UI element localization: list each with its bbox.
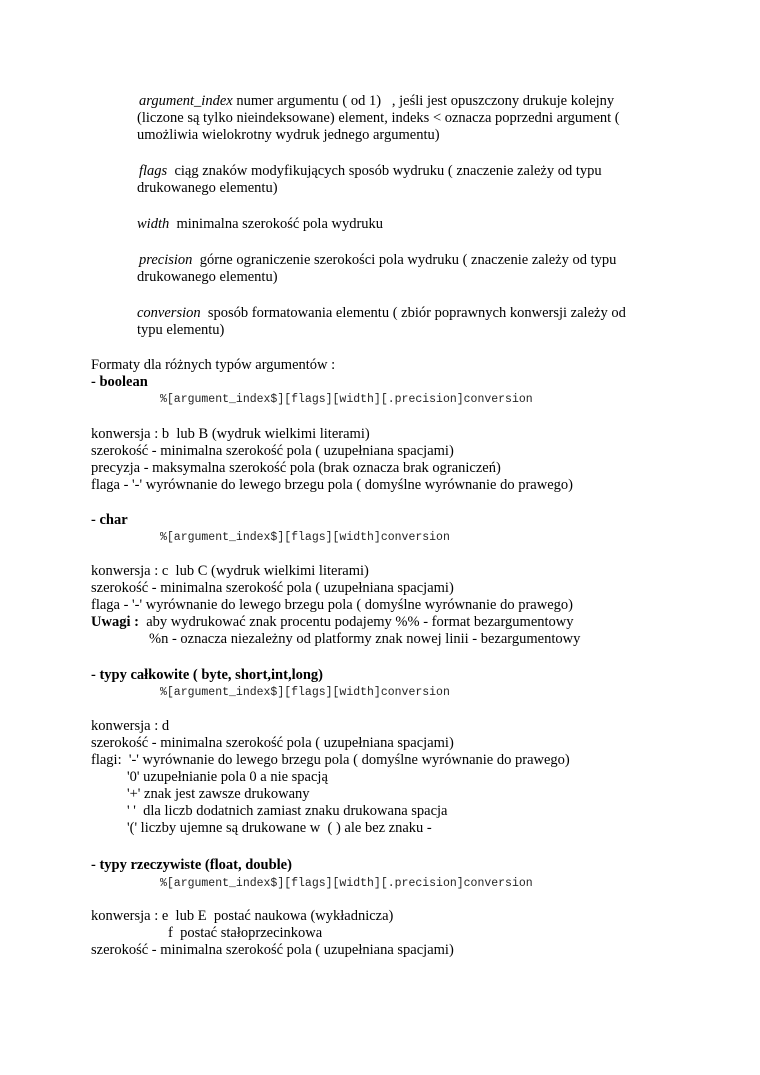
param-width-line1: width minimalna szerokość pola wydruku — [137, 216, 384, 232]
boolean-line: flaga - '-' wyrównanie do lewego brzegu pola ( domyślne wyrównanie do prawego) — [91, 477, 573, 493]
real-line: f postać stałoprzecinkowa — [168, 925, 323, 941]
integer-line: konwersja : d — [91, 718, 170, 734]
param-term: argument_index — [139, 93, 233, 109]
char-uwagi: Uwagi : aby wydrukować znak procentu podajemy %% - format bezargumentowy — [91, 614, 574, 630]
integer-flag-line: '+' znak jest zawsze drukowany — [127, 786, 310, 802]
integer-flag-line: '(' liczby ujemne są drukowane w ( ) ale bez znaku - — [127, 820, 432, 836]
param-text: umożliwia wielokrotny wydruk jednego argumentu) — [137, 127, 440, 143]
param-term: flags — [139, 163, 168, 179]
char-heading: - char — [91, 512, 128, 528]
integer-syntax: %[argument_index$][flags][width]conversion — [160, 686, 450, 699]
real-line: szerokość - minimalna szerokość pola ( uzupełniana spacjami) — [91, 942, 454, 958]
param-flags-line1: flags ciąg znaków modyfikujących sposób wydruku ( znaczenie zależy od typu — [139, 163, 602, 179]
param-argument-index-line1: argument_index numer argumentu ( od 1) , jeśli jest opuszczony drukuje kolejny — [139, 93, 615, 109]
integer-line: szerokość - minimalna szerokość pola ( uzupełniana spacjami) — [91, 735, 454, 751]
param-term: width — [137, 216, 170, 232]
param-text: typu elementu) — [137, 322, 225, 338]
char-line: szerokość - minimalna szerokość pola ( uzupełniana spacjami) — [91, 580, 454, 596]
char-syntax: %[argument_index$][flags][width]conversion — [160, 531, 450, 544]
formats-intro: Formaty dla różnych typów argumentów : — [91, 357, 336, 373]
integer-flag-line: ' ' dla liczb dodatnich zamiast znaku drukowana spacja — [127, 803, 448, 819]
real-heading: - typy rzeczywiste (float, double) — [91, 857, 292, 873]
param-precision-line1: precision górne ograniczenie szerokości pola wydruku ( znaczenie zależy od typu — [139, 252, 617, 268]
boolean-syntax: %[argument_index$][flags][width][.precision]conversion — [160, 393, 533, 406]
param-conversion-line1: conversion sposób formatowania elementu ( zbiór poprawnych konwersji zależy od — [137, 305, 626, 321]
param-term: precision — [139, 252, 193, 268]
integer-heading: - typy całkowite ( byte, short,int,long) — [91, 667, 323, 683]
char-uwagi-line2: %n - oznacza niezależny od platformy znak nowej linii - bezargumentowy — [149, 631, 581, 647]
boolean-line: precyzja - maksymalna szerokość pola (brak oznacza brak ograniczeń) — [91, 460, 501, 476]
real-line: konwersja : e lub E postać naukowa (wykładnicza) — [91, 908, 394, 924]
param-text: drukowanego elementu) — [137, 269, 278, 285]
param-term: conversion — [137, 305, 201, 321]
real-syntax: %[argument_index$][flags][width][.precision]conversion — [160, 877, 533, 890]
integer-flag-line: '0' uzupełnianie pola 0 a nie spacją — [127, 769, 328, 785]
char-line: konwersja : c lub C (wydruk wielkimi literami) — [91, 563, 369, 579]
integer-line: flagi: '-' wyrównanie do lewego brzegu pola ( domyślne wyrównanie do prawego) — [91, 752, 570, 768]
boolean-heading: - boolean — [91, 374, 148, 390]
param-text: (liczone są tylko nieindeksowane) element, indeks < oznacza poprzedni argument ( — [137, 110, 620, 126]
uwagi-label: Uwagi : — [91, 614, 139, 630]
char-line: flaga - '-' wyrównanie do lewego brzegu pola ( domyślne wyrównanie do prawego) — [91, 597, 573, 613]
boolean-line: szerokość - minimalna szerokość pola ( uzupełniana spacjami) — [91, 443, 454, 459]
param-text: drukowanego elementu) — [137, 180, 278, 196]
boolean-line: konwersja : b lub B (wydruk wielkimi literami) — [91, 426, 370, 442]
